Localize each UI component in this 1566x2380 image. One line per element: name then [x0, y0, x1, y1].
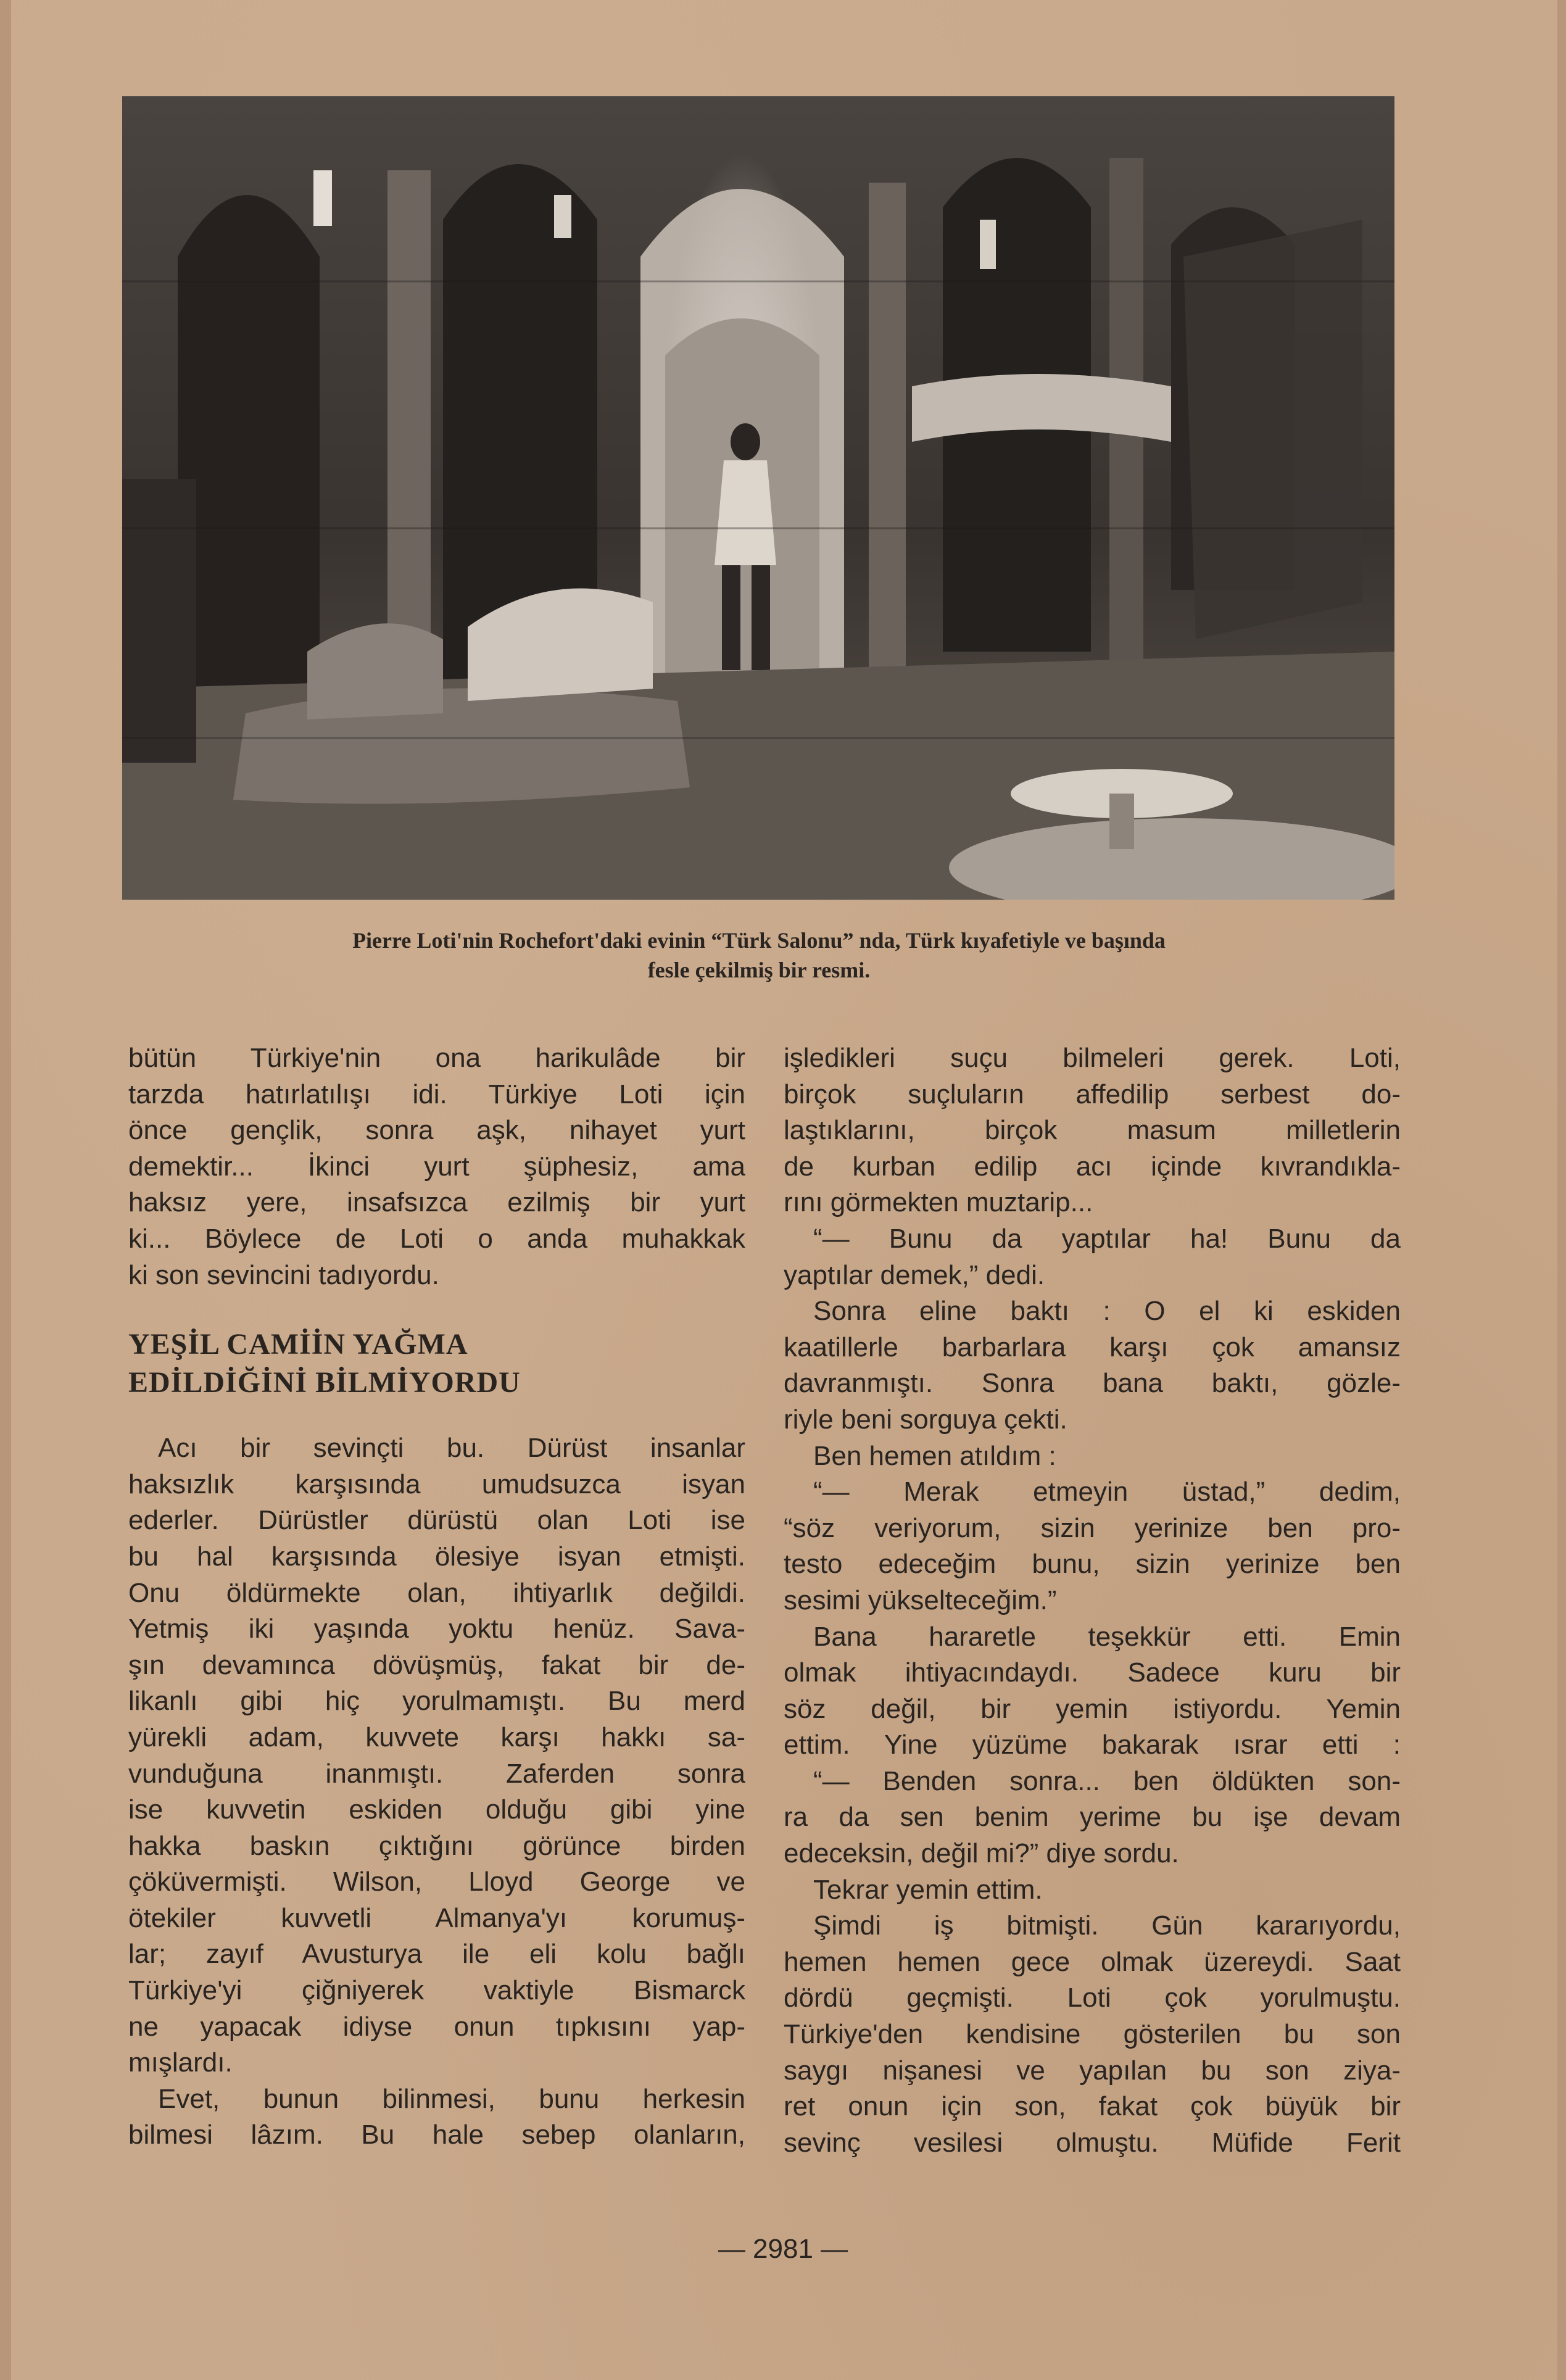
text-line: Ben hemen atıldım : — [813, 1440, 1056, 1471]
page-edge-right — [1557, 0, 1566, 2380]
text-line: söz değil, bir yemin istiyordu. Yemin — [784, 1693, 1401, 1724]
text-line: hemen hemen gece olmak üzereydi. Saat — [784, 1946, 1401, 1977]
text-line: bilmesi lâzım. Bu hale sebep olanların, — [128, 2120, 745, 2150]
text-line: kaatillerle barbarlara karşı çok amansız — [784, 1332, 1401, 1362]
text-line: Türkiye'yi çiğniyerek vaktiyle Bismarck — [128, 1975, 745, 2006]
text-line: Tekrar yemin ettim. — [813, 1874, 1043, 1905]
text-line: riyle beni sorguya çekti. — [784, 1404, 1067, 1435]
text-line: “— Bunu da yaptılar ha! Bunu da — [813, 1223, 1401, 1254]
text-line: vunduğuna inanmıştı. Zaferden sonra — [128, 1758, 745, 1789]
text-line: bu hal karşısında ölesiye isyan etmişti. — [128, 1541, 745, 1572]
left-column — [128, 1040, 745, 2154]
text-line: saygı nişanesi ve yapılan bu son ziya- — [784, 2055, 1401, 2086]
text-line: işledikleri suçu bilmeleri gerek. Loti, — [784, 1043, 1401, 1073]
right-column — [784, 1040, 1401, 2161]
caption-line-2: fesle çekilmiş bir resmi. — [647, 958, 871, 982]
text-line: haksızlık karşısında umudsuzca isyan — [128, 1469, 745, 1499]
text-line: edeceksin, değil mi?” diye sordu. — [784, 1838, 1179, 1869]
text-line: laştıklarını, birçok masum milletlerin — [784, 1115, 1401, 1146]
text-line: Türkiye'den kendisine gösterilen bu son — [784, 2019, 1401, 2050]
page-edge-left — [0, 0, 11, 2380]
text-line: Şimdi iş bitmişti. Gün kararıyordu, — [813, 1910, 1401, 1941]
caption-line-1: Pierre Loti'nin Rochefort'daki evinin “Türk Salonu” nda, Türk kıyafetiyle ve başında — [352, 928, 1166, 953]
text-line: “söz veriyorum, sizin yerinize ben pro- — [784, 1512, 1401, 1543]
text-line: Sonra eline baktı : O el ki eskiden — [813, 1296, 1401, 1327]
text-line: “— Benden sonra... ben öldükten son- — [813, 1765, 1401, 1796]
text-line: yürekli adam, kuvvete karşı hakkı sa- — [128, 1722, 745, 1752]
text-line: testo edeceğim bunu, sizin yerinize ben — [784, 1549, 1401, 1580]
text-line: bütün Türkiye'nin ona harikulâde bir — [128, 1043, 745, 1073]
text-line: sesimi yükselteceğim.” — [784, 1585, 1057, 1615]
text-line: ra da sen benim yerime bu işe devam — [784, 1802, 1401, 1833]
text-line: ki... Böylece de Loti o anda muhakkak — [128, 1223, 745, 1254]
text-line: ret onun için son, fakat çok büyük bir — [784, 2091, 1401, 2122]
text-line: birçok suçluların affedilip serbest do- — [784, 1079, 1401, 1109]
text-line: Bana hararetle teşekkür etti. Emin — [813, 1621, 1401, 1652]
text-line: önce gençlik, sonra aşk, nihayet yurt — [128, 1115, 745, 1146]
text-line: ki son sevincini tadıyordu. — [128, 1259, 439, 1290]
text-line: şın devamınca dövüşmüş, fakat bir de- — [128, 1649, 745, 1680]
text-line: demektir... İkinci yurt şüphesiz, ama — [128, 1151, 745, 1182]
text-line: ederler. Dürüstler dürüstü olan Loti ise — [128, 1505, 745, 1536]
text-line: tarzda hatırlatılışı idi. Türkiye Loti için — [128, 1079, 745, 1109]
text-line: yaptılar demek,” dedi. — [784, 1259, 1045, 1290]
text-line: “— Merak etmeyin üstad,” dedim, — [813, 1477, 1401, 1507]
text-line: dördü geçmişti. Loti çok yorulmuştu. — [784, 1983, 1401, 2013]
section-heading — [128, 1325, 745, 1430]
text-line: ne yapacak idiyse onun tıpkısını yap- — [128, 2011, 745, 2042]
text-line: Yetmiş iki yaşında yoktu henüz. Sava- — [128, 1614, 745, 1644]
text-line: sevinç vesilesi olmuştu. Müfide Ferit — [784, 2127, 1401, 2158]
text-line: lar; zayıf Avusturya ile eli kolu bağlı — [128, 1939, 745, 1970]
section-heading-line-1: YEŞİL CAMİİN YAĞMA — [128, 1328, 468, 1361]
text-line: haksız yere, insafsızca ezilmiş bir yurt — [128, 1187, 745, 1218]
text-line: likanlı gibi hiç yorulmamıştı. Bu merd — [128, 1686, 745, 1717]
text-line: ettim. Yine yüzüme bakarak ısrar etti : — [784, 1730, 1401, 1760]
text-line: ise kuvvetin eskiden olduğu gibi yine — [128, 1794, 745, 1825]
text-line: olmak ihtiyacındaydı. Sadece kuru bir — [784, 1657, 1401, 1688]
text-line: mışlardı. — [128, 2047, 233, 2078]
section-heading-line-2: EDİLDİĞİNİ BİLMİYORDU — [128, 1366, 521, 1399]
text-line: rını görmekten muztarip... — [784, 1187, 1093, 1218]
text-line: ötekiler kuvvetli Almanya'yı korumuş- — [128, 1902, 745, 1933]
text-line: hakka baskın çıktığını görünce birden — [128, 1830, 745, 1861]
text-line: de kurban edilip acı içinde kıvrandıkla- — [784, 1151, 1401, 1182]
page-number: — 2981 — — [718, 2234, 848, 2264]
photo-caption — [111, 926, 1407, 985]
text-line: çöküvermişti. Wilson, Lloyd George ve — [128, 1867, 745, 1897]
text-line: Onu öldürmekte olan, ihtiyarlık değildi. — [128, 1577, 745, 1608]
text-line: Evet, bunun bilinmesi, bunu herkesin — [158, 2083, 745, 2114]
text-line: Acı bir sevinçti bu. Dürüst insanlar — [158, 1433, 745, 1464]
turkish-salon-photo — [122, 96, 1394, 900]
text-line: davranmıştı. Sonra bana baktı, gözle- — [784, 1368, 1401, 1399]
